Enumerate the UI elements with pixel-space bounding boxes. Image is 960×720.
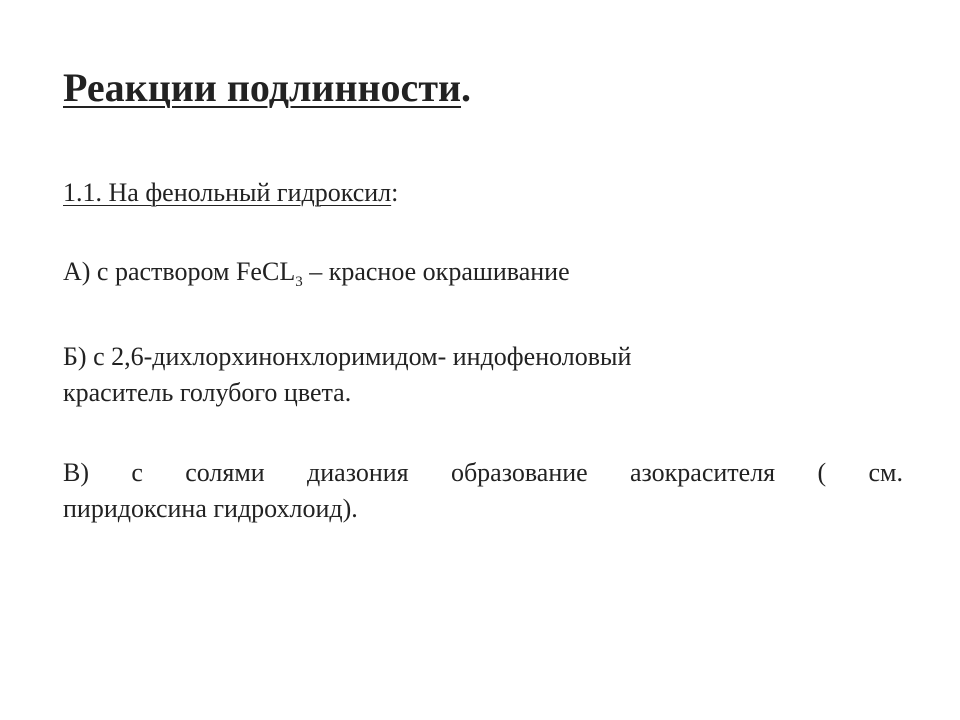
slide-title: [63, 62, 471, 114]
reaction-item-c-line-2: пиридоксина гидрохлоид).: [63, 494, 358, 523]
reaction-item-c-word: солями: [185, 458, 265, 487]
section-heading-colon: :: [391, 178, 399, 207]
reaction-item-c-word: с: [131, 458, 143, 487]
reaction-item-c-word: образование: [450, 458, 588, 487]
reaction-item-a-rest: – красное окрашивание: [302, 257, 570, 286]
reaction-item-b: [63, 339, 843, 411]
reaction-item-c-word: диазония: [307, 458, 409, 487]
reaction-item-c-line-1: [63, 455, 903, 491]
reaction-item-a-text: А) с раствором FeCL: [63, 257, 296, 286]
reaction-item-c-word: В): [63, 458, 89, 487]
reaction-item-b-line-2: краситель голубого цвета.: [63, 378, 352, 407]
reaction-item-c-word: (: [817, 458, 827, 487]
slide-title-period: .: [461, 65, 472, 110]
reaction-item-a: [63, 254, 570, 290]
reaction-item-a-subscript: 3: [295, 274, 303, 290]
reaction-item-c: [63, 455, 903, 527]
reaction-item-c-word: азокрасителя: [630, 458, 776, 487]
reaction-item-c-word: см.: [868, 458, 903, 487]
reaction-item-b-line-1: Б) с 2,6-дихлорхинонхлоримидом- индофеноловый: [63, 342, 632, 371]
section-heading: [63, 175, 398, 211]
slide-title-text: Реакции подлинности: [63, 65, 462, 110]
section-heading-text: 1.1. На фенольный гидроксил: [63, 178, 392, 207]
